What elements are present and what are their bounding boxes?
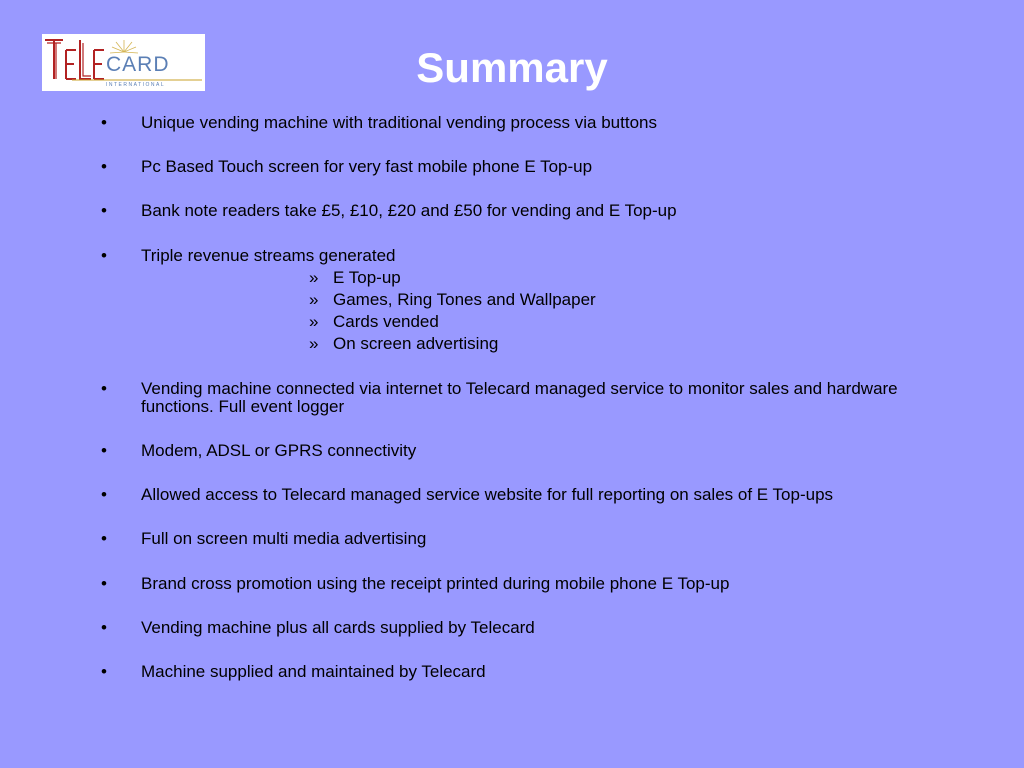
bullet-marker: • [101, 574, 107, 593]
sub-bullet-marker: » [309, 268, 319, 287]
bullet-marker: • [101, 246, 107, 265]
bullet-marker: • [101, 113, 107, 132]
bullet-text: Unique vending machine with traditional vending process via buttons [141, 113, 657, 132]
bullet-text: Machine supplied and maintained by Telecard [141, 662, 486, 681]
bullet-text: Vending machine plus all cards supplied by Telecard [141, 618, 535, 637]
sub-bullet-text: On screen advertising [333, 334, 499, 353]
bullet-marker: • [101, 157, 107, 176]
sub-bullet-text: E Top-up [333, 268, 401, 287]
bullet-text: Bank note readers take £5, £10, £20 and £50 for vending and E Top-up [141, 201, 677, 220]
bullet-text: Vending machine connected via internet to Telecard managed service to monitor sales and hardware functions. Full event logger [141, 379, 898, 416]
bullet-text: Full on screen multi media advertising [141, 529, 427, 548]
sub-bullet-marker: » [309, 290, 319, 309]
bullet-text: Allowed access to Telecard managed service website for full reporting on sales of E Top-ups [141, 485, 834, 504]
bullet-text: Brand cross promotion using the receipt printed during mobile phone E Top-up [141, 574, 730, 593]
bullet-text: Modem, ADSL or GPRS connectivity [141, 441, 417, 460]
bullet-marker: • [101, 485, 107, 504]
logo-brand-text: CARD [106, 53, 170, 76]
bullet-marker: • [101, 618, 107, 637]
bullet-marker: • [101, 529, 107, 548]
sub-bullet-text: Games, Ring Tones and Wallpaper [333, 290, 596, 309]
sub-bullet-marker: » [309, 312, 319, 331]
bullet-marker: • [101, 441, 107, 460]
sub-bullet-marker: » [309, 334, 319, 353]
bullet-text: Triple revenue streams generated [141, 246, 396, 265]
sub-bullet-text: Cards vended [333, 312, 439, 331]
bullet-marker: • [101, 662, 107, 681]
bullet-marker: • [101, 201, 107, 220]
bullet-text: Pc Based Touch screen for very fast mobile phone E Top-up [141, 157, 593, 176]
bullet-marker: • [101, 379, 107, 398]
logo-tagline-text: INTERNATIONAL [106, 82, 166, 88]
slide-title: Summary [416, 44, 608, 91]
